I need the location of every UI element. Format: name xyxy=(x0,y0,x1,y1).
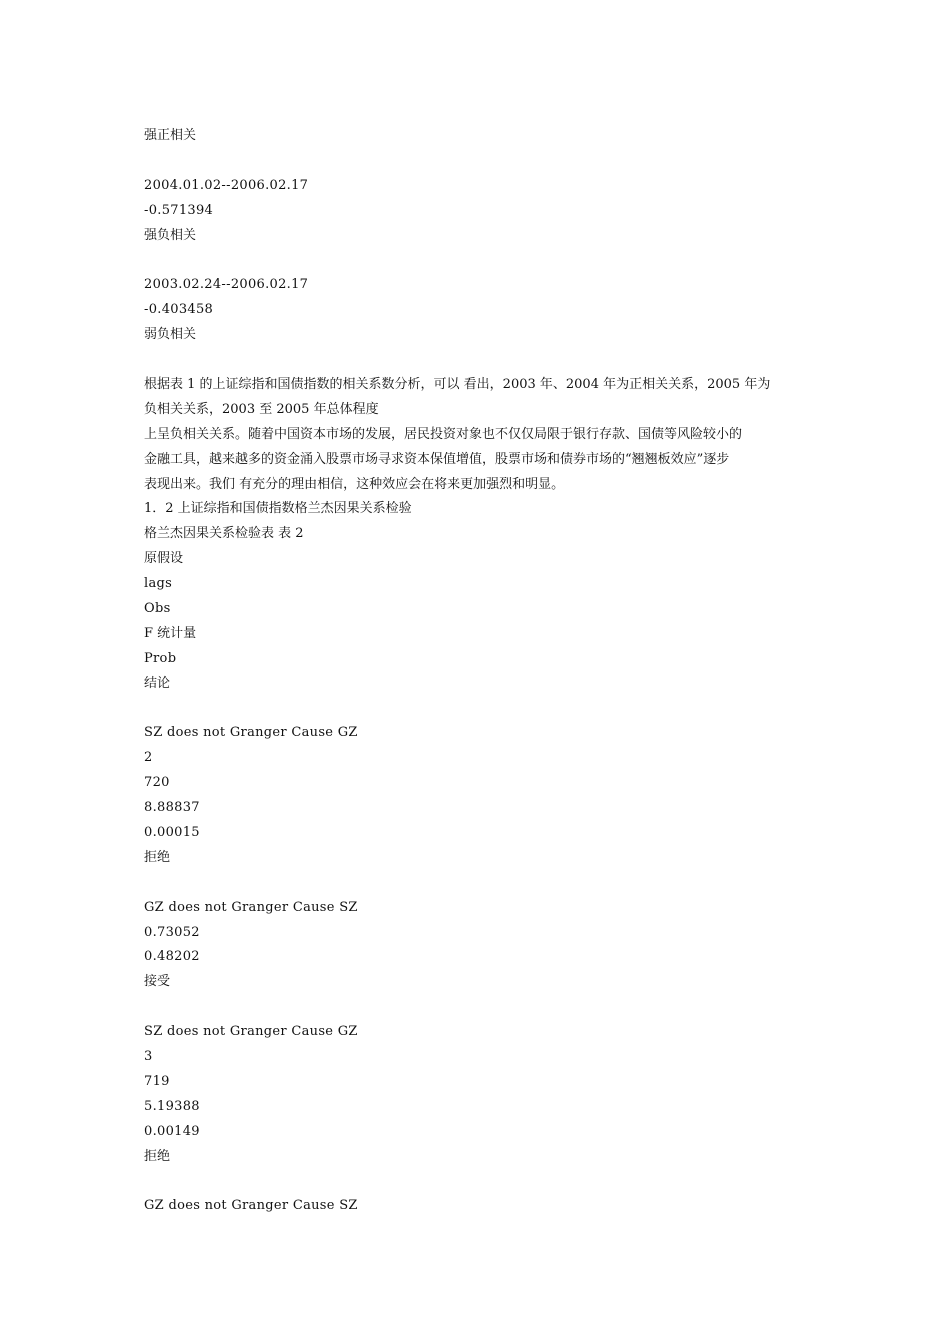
granger-prob: 0.00149 xyxy=(144,1123,200,1139)
table-header-prob: Prob xyxy=(144,650,177,666)
correlation-label: 强正相关 xyxy=(144,128,197,143)
table-header-lags: lags xyxy=(144,576,173,592)
correlation-label: 弱负相关 xyxy=(144,327,197,343)
table-title: 格兰杰因果关系检验表 表 2 xyxy=(144,526,304,542)
analysis-line: 上呈负相关关系。随着中国资本市场的发展，居民投资对象也不仅仅局限于银行存款、国债等风险较小的 xyxy=(144,426,743,442)
granger-hypothesis: SZ does not Granger Cause GZ xyxy=(144,725,358,741)
granger-prob: 0.00015 xyxy=(144,825,200,841)
document-page xyxy=(144,124,806,1219)
granger-obs: 720 xyxy=(144,775,170,791)
correlation-coefficient: -0.571394 xyxy=(144,202,214,218)
granger-f-stat: 8.88837 xyxy=(144,800,200,816)
spacer xyxy=(144,871,806,896)
spacer xyxy=(144,149,806,174)
granger-prob: 0.48202 xyxy=(144,949,200,965)
granger-hypothesis: GZ does not Granger Cause SZ xyxy=(144,899,358,915)
granger-hypothesis: GZ does not Granger Cause SZ xyxy=(144,1198,358,1214)
granger-conclusion: 接受 xyxy=(144,974,171,990)
table-header-conclusion: 结论 xyxy=(144,675,171,691)
correlation-period: 2004.01.02--2006.02.17 xyxy=(144,177,309,193)
granger-conclusion: 拒绝 xyxy=(144,1148,171,1164)
spacer xyxy=(144,248,806,273)
correlation-label: 强负相关 xyxy=(144,227,197,243)
granger-hypothesis: SZ does not Granger Cause GZ xyxy=(144,1024,358,1040)
spacer xyxy=(144,348,806,373)
granger-lags: 2 xyxy=(144,750,153,766)
table-header-f-stat: F 统计量 xyxy=(144,625,197,641)
table-header-hypothesis: 原假设 xyxy=(144,551,184,567)
granger-f-stat: 5.19388 xyxy=(144,1098,200,1114)
spacer xyxy=(144,1169,806,1194)
granger-f-stat: 0.73052 xyxy=(144,924,200,940)
spacer xyxy=(144,995,806,1020)
analysis-line: 负相关关系，2003 至 2005 年总体程度 xyxy=(144,401,379,417)
correlation-coefficient: -0.403458 xyxy=(144,302,214,318)
granger-obs: 719 xyxy=(144,1073,170,1089)
analysis-line: 表现出来。我们 有充分的理由相信，这种效应会在将来更加强烈和明显。 xyxy=(144,476,565,492)
granger-conclusion: 拒绝 xyxy=(144,849,171,865)
analysis-line: 根据表 1 的上证综指和国债指数的相关系数分析，可以 看出，2003 年、2004 年为正相关关系，2005 年为 xyxy=(144,376,771,392)
spacer xyxy=(144,697,806,722)
analysis-line: 金融工具，越来越多的资金涌入股票市场寻求资本保值增值，股票市场和债券市场的“翘翘板效应”逐步 xyxy=(144,451,730,467)
granger-lags: 3 xyxy=(144,1049,153,1065)
section-heading: 1．2 上证综指和国债指数格兰杰因果关系检验 xyxy=(144,501,412,517)
analysis-paragraph xyxy=(144,373,806,498)
table-header-obs: Obs xyxy=(144,601,171,616)
correlation-period: 2003.02.24--2006.02.17 xyxy=(144,277,309,293)
